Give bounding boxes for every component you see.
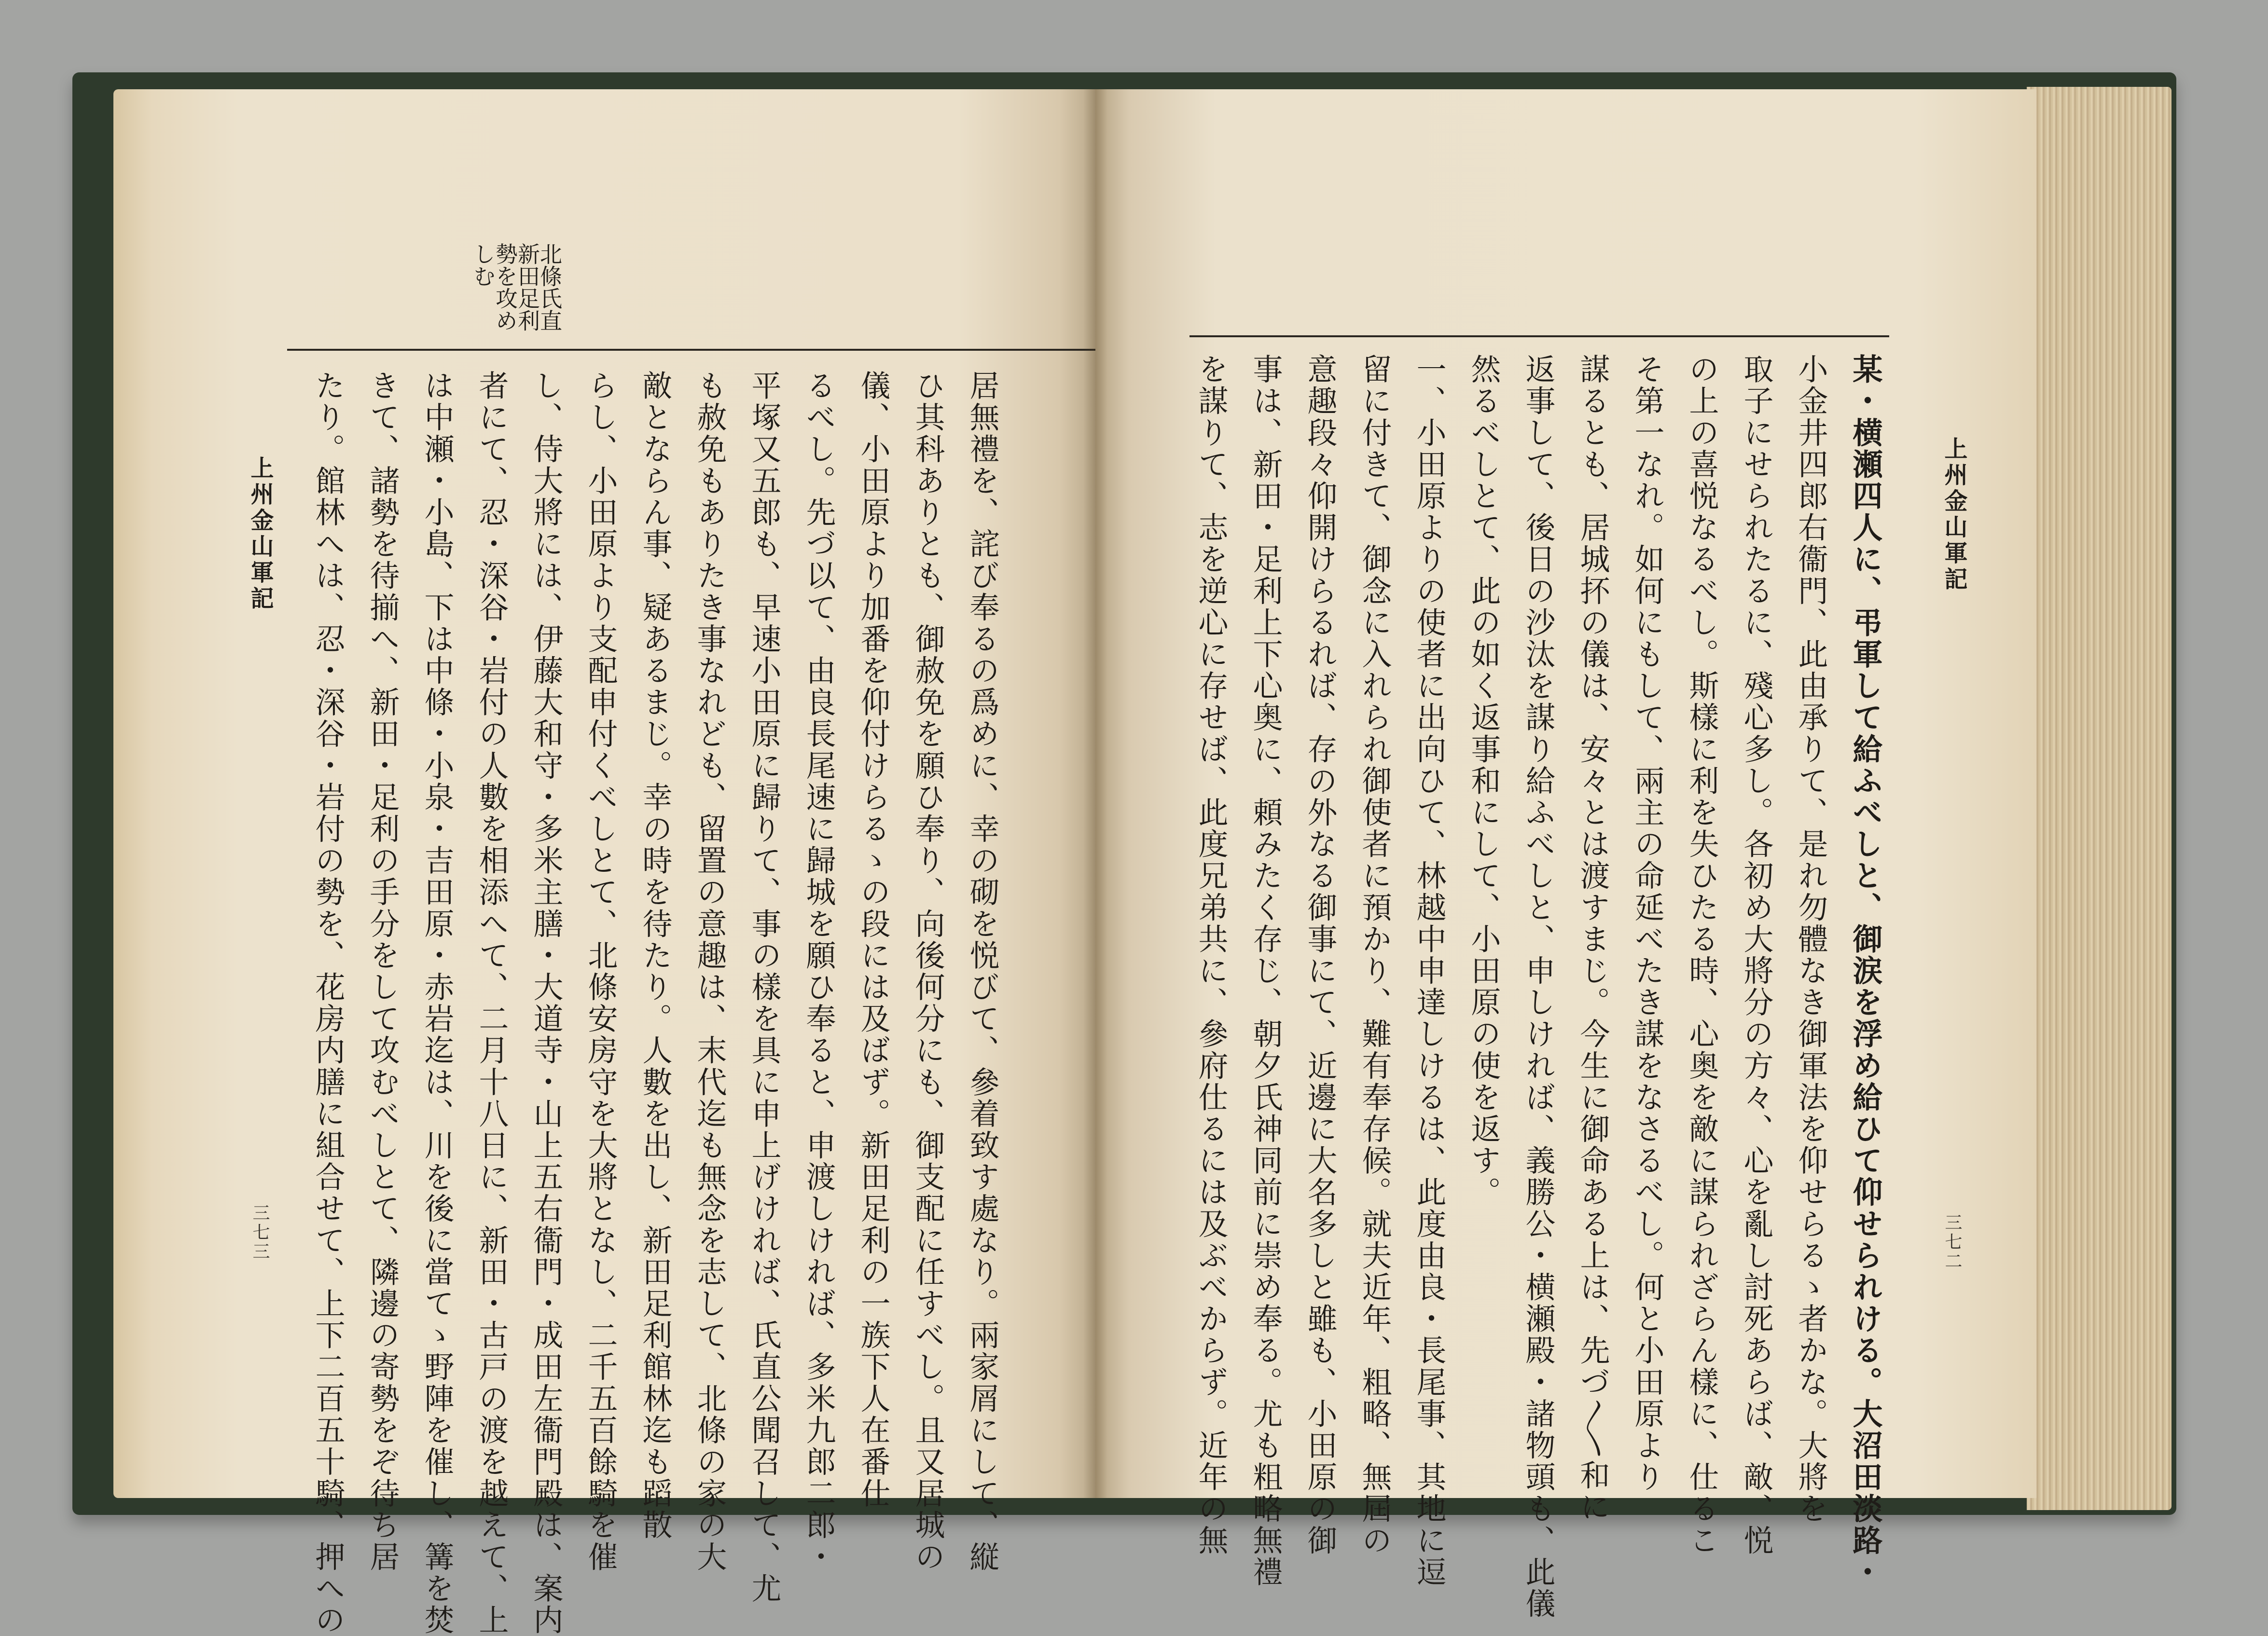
left-running-title: 上州金山軍記: [247, 456, 274, 612]
left-margin-note-4: しむ: [470, 243, 496, 287]
right-text-column: 謀るとも、居城抔の儀は、安々とは渡すまじ。今生に御命ある上は、先づ〳〵和に: [1575, 354, 1610, 1523]
left-margin-note-2: 新田足利: [514, 243, 540, 331]
right-text-column: 返事して、後日の沙汰を謀り給ふべしと、申しければ、義勝公・横瀬殿・諸物頭も、此儀: [1521, 354, 1556, 1620]
left-page: [113, 89, 1095, 1636]
left-text-column: も赦免もありたき事なれども、留置の意趣は、末代迄も無念を志して、北條の家の大: [692, 370, 727, 1573]
right-text-column: そ第一なれ。如何にもして、兩主の命延べたき謀をなさるべし。何と小田原より: [1630, 354, 1665, 1493]
left-text-column: 居無禮を、詫び奉るの爲めに、幸の砌を悦びて、參着致す處なり。兩家屑にして、縦: [965, 370, 1000, 1573]
right-text-column: 一、小田原よりの使者に出向ひて、林越中申達しけるは、此度由良・長尾事、其地に逗: [1411, 354, 1447, 1588]
book-gutter: [1083, 89, 1107, 1498]
left-text-column: たり。館林へは、忍・深谷・岩付の勢を、花房内膳に組合せて、上下二百五十騎、押への: [310, 370, 346, 1636]
left-text-column: らし、小田原より支配申付くべしとて、北條安房守を大將となし、二千五百餘騎を催: [583, 370, 618, 1573]
left-text-column: ひ其科ありとも、御赦免を願ひ奉り、向後何分にも、御支配に任すべし。且又居城の: [910, 370, 945, 1573]
right-text-column: の上の喜悦なるべし。斯樣に利を失ひたる時、心奥を敵に謀られざらん樣に、仕るこ: [1684, 354, 1719, 1556]
left-header-rule: [287, 349, 1098, 351]
right-text-column: 取子にせられたるに、殘心多し。各初め大將分の方々、心を亂し討死あらば、敵、悦: [1739, 354, 1774, 1556]
right-page: [1095, 89, 2036, 1620]
left-text-column: 者にて、忍・深谷・岩付の人數を相添へて、二月十八日に、新田・古戸の渡を越えて、上: [474, 370, 509, 1636]
left-margin-note-3: 勢を攻め: [492, 243, 518, 331]
right-running-title: 上州金山軍記: [1940, 437, 1967, 593]
right-page-number: 三七二: [1942, 1213, 1962, 1271]
left-page-number: 三七三: [250, 1204, 270, 1262]
page-fore-edge: [2027, 87, 2171, 1510]
left-text-column: るべし。先づ以て、由良長尾速に歸城を願ひ奉ると、申渡しければ、多米九郎二郎・: [801, 370, 836, 1573]
right-text-column: 某・横瀬四人に、弔軍して給ふべしと、御涙を浮め給ひて仰せられける。大沼田淡路・: [1848, 354, 1883, 1588]
left-text-column: 儀、小田原より加番を仰付けらるゝの段には及ばず。新田足利の一族下人在番仕: [856, 370, 891, 1510]
left-text-column: は中瀬・小島、下は中條・小泉・吉田原・赤岩迄は、川を後に當てゝ野陣を催し、篝を焚: [419, 370, 455, 1636]
right-text-column: 小金井四郎右衞門、此由承りて、是れ勿體なき御軍法を仰せらるゝ者かな。大將を: [1793, 354, 1828, 1525]
left-text-column: 平塚又五郎も、早速小田原に歸りて、事の樣を具に申上げければ、氏直公聞召して、尤: [747, 370, 782, 1605]
right-header-rule: [1189, 335, 1889, 337]
left-text-column: きて、諸勢を待揃へ、新田・足利の手分をして攻むべしとて、隣邊の寄勢をぞ待ち居: [365, 370, 400, 1573]
right-text-column: 事は、新田・足利上下心奥に、頼みたく存じ、朝夕氏神同前に崇め奉る。尤も粗略無禮: [1248, 354, 1283, 1588]
left-margin-note-1: 北條氏直: [537, 243, 563, 331]
right-text-column: 意趣段々仰開けらるれば、存の外なる御事にて、近邊に大名多しと雖も、小田原の御: [1302, 354, 1338, 1556]
right-text-column: を謀りて、志を逆心に存せば、此度兄弟共に、參府仕るには及ぶべからず。近年の無: [1193, 354, 1229, 1556]
left-text-column: 敵とならん事、疑あるまじ。幸の時を待たり。人數を出し、新田足利館林迄も蹈散: [637, 370, 673, 1541]
left-text-column: し、侍大將には、伊藤大和守・多米主膳・大道寺・山上五右衞門・成田左衞門殿は、案内: [528, 370, 564, 1636]
right-text-column: 然るべしとて、此の如く返事和にして、小田原の使を返す。: [1466, 354, 1501, 1209]
right-text-column: 留に付きて、御念に入れられ御使者に預かり、難有奉存候。就夫近年、粗略、無屆の: [1357, 354, 1392, 1556]
